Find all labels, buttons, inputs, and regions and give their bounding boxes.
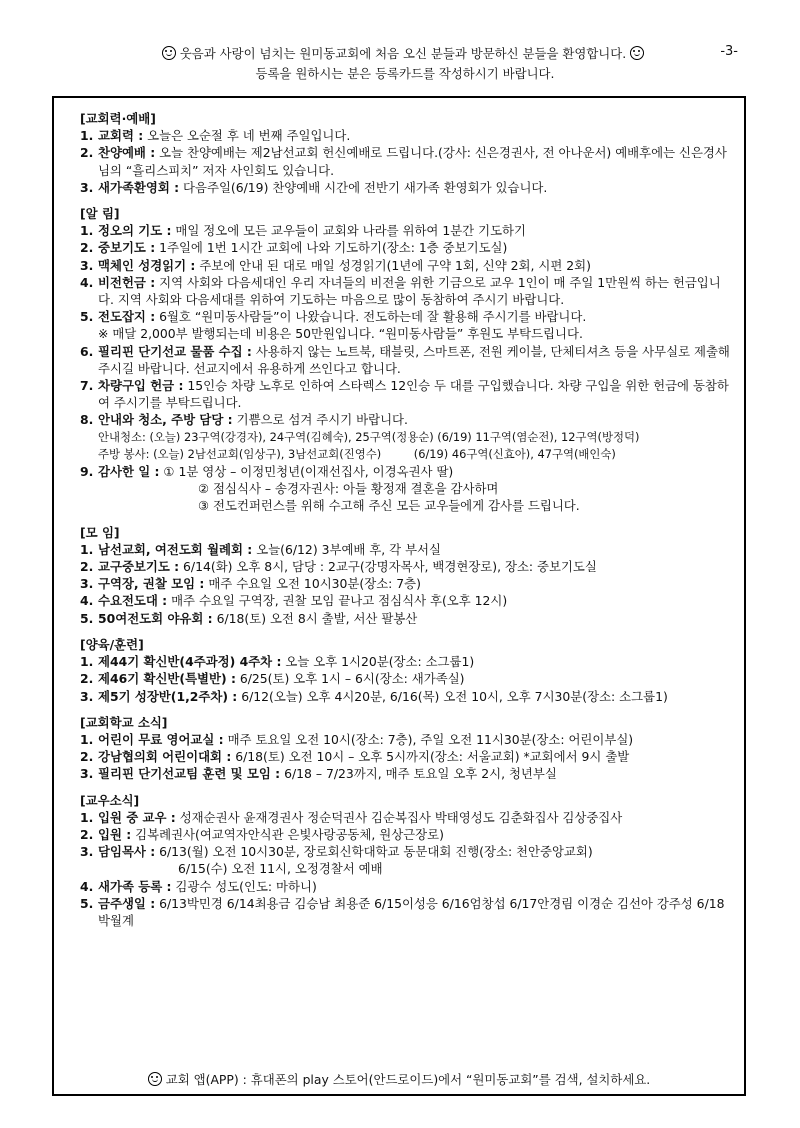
list-item bbox=[80, 127, 730, 144]
item-text: 오늘(6/12) 3부예배 후, 각 부서실 bbox=[252, 541, 441, 557]
announcement-content bbox=[80, 110, 730, 929]
item-text: 다음주일(6/19) 찬양예배 시간에 전반기 새가족 환영회가 있습니다. bbox=[179, 179, 548, 195]
item-text: 6/12(오늘) 오후 4시20분, 6/16(목) 오전 10시, 오후 7시30분(장소: 소그룹1) bbox=[237, 688, 668, 704]
item-text: 성재순권사 윤재경권사 정순덕권사 김순복집사 박태영성도 김춘화집사 김상중집사 bbox=[175, 809, 623, 825]
list-item bbox=[80, 826, 730, 843]
item-number: 2. bbox=[80, 749, 94, 765]
section-title: [교회학교 소식] bbox=[80, 714, 168, 730]
item-text: 6/25(토) 오후 1시 – 6시(장소: 새가족실) bbox=[235, 671, 465, 687]
list-item bbox=[80, 688, 730, 705]
list-item bbox=[80, 592, 730, 609]
item-label: 50여전도회 야유회 : bbox=[98, 610, 213, 626]
smiley-icon bbox=[148, 1072, 162, 1086]
item-number: 2. bbox=[80, 145, 94, 161]
section-title: [교회력·예배] bbox=[80, 111, 156, 126]
item-number: 9. bbox=[80, 464, 94, 480]
item-text: 매주 수요일 오전 10시30분(장소: 7층) bbox=[204, 576, 421, 592]
item-number: 1. bbox=[80, 809, 94, 825]
list-item bbox=[80, 541, 730, 558]
item-label: 전도잡지 : bbox=[98, 309, 156, 325]
list-item bbox=[80, 179, 730, 196]
item-text: 6/18(토) 오전 8시 출발, 서산 팔봉산 bbox=[212, 610, 418, 626]
item-number: 3. bbox=[80, 576, 94, 592]
item-number: 4. bbox=[80, 274, 94, 290]
list-item bbox=[80, 411, 730, 428]
item-text: 오늘 오후 1시20분(장소: 소그룹1) bbox=[281, 654, 475, 670]
list-item bbox=[80, 670, 730, 687]
item-sub-line: 주방 봉사: (오늘) 2남선교회(임상구), 3남선교회(진영수) (6/19) 46구역(신효아), 47구역(배인숙) bbox=[98, 446, 616, 461]
item-text: 매일 정오에 모든 교우들이 교회와 나라를 위하여 1분간 기도하기 bbox=[171, 223, 526, 239]
item-label: 담임목사 : bbox=[98, 844, 156, 860]
smiley-icon bbox=[630, 46, 644, 60]
item-text: 매주 토요일 오전 10시(장소: 7층), 주일 오전 11시30분(장소: 어린이부실) bbox=[223, 731, 634, 747]
list-item bbox=[80, 463, 730, 480]
item-label: 새가족 등록 : bbox=[98, 878, 172, 894]
item-text: 기쁨으로 섬겨 주시기 바랍니다. bbox=[232, 412, 408, 428]
item-number: 3. bbox=[80, 257, 94, 273]
item-number: 1. bbox=[80, 541, 94, 557]
item-label: 중보기도 : bbox=[98, 240, 156, 256]
item-number: 3. bbox=[80, 844, 94, 860]
item-label: 강남협의회 어린이대회 : bbox=[98, 749, 232, 765]
item-number: 4. bbox=[80, 878, 94, 894]
item-text: 6/13(월) 오전 10시30분, 장로회신학대학교 동문대회 진행(장소: 천안중앙교회) bbox=[155, 844, 593, 860]
item-label: 금주생일 : bbox=[98, 895, 156, 911]
item-text: 김복례권사(여교역자안식관 은빛사랑공동체, 원상근장로) bbox=[131, 826, 444, 842]
item-label: 구역장, 권찰 모임 : bbox=[98, 576, 205, 592]
item-sub-line: 안내청소: (오늘) 23구역(강경자), 24구역(김혜숙), 25구역(정용순) (6/19) 11구역(염순전), 12구역(방정덕) bbox=[98, 429, 640, 444]
list-item bbox=[80, 653, 730, 670]
list-item bbox=[80, 731, 730, 748]
section-title: [양육/훈련] bbox=[80, 636, 144, 652]
item-label: 찬양예배 : bbox=[98, 145, 156, 161]
item-number: 2. bbox=[80, 671, 94, 687]
item-label: 정오의 기도 : bbox=[98, 223, 172, 239]
item-label: 제46기 확신반(특별반) : bbox=[98, 671, 236, 687]
item-label: 차량구입 헌금 : bbox=[98, 378, 184, 394]
list-item bbox=[80, 809, 730, 826]
list-item bbox=[80, 343, 730, 377]
item-text: 김광수 성도(인도: 마하니) bbox=[171, 878, 317, 894]
item-text: 6/14(화) 오후 8시, 담당 : 2교구(강명자목사, 백경현장로), 장소: 중보기도실 bbox=[179, 559, 597, 575]
item-number: 3. bbox=[80, 766, 94, 782]
item-number: 1. bbox=[80, 223, 94, 239]
item-number: 5. bbox=[80, 309, 94, 325]
list-item bbox=[80, 558, 730, 575]
item-text: 사용하지 않는 노트북, 태블릿, 스마트폰, 전원 케이블, 단체티셔츠 등을 사무실로 제출해 주시길 바랍니다. 선교지에서 유용하게 쓰인다고 합니다. bbox=[98, 343, 730, 376]
welcome-header bbox=[60, 44, 750, 84]
item-label: 필리핀 단기선교 물품 수집 : bbox=[98, 343, 252, 359]
list-item bbox=[80, 748, 730, 765]
welcome-line-1: 웃음과 사랑이 넘치는 원미동교회에 처음 오신 분들과 방문하신 분들을 환영합니다. bbox=[179, 46, 627, 61]
list-item bbox=[80, 765, 730, 782]
item-text: 6/13박민경 6/14최용금 김승남 최용준 6/15이성응 6/16엄창섭 6/17안경림 이경순 김선아 강주성 6/18박월계 bbox=[98, 895, 725, 928]
item-label: 새가족환영회 : bbox=[98, 179, 180, 195]
item-number: 6. bbox=[80, 343, 94, 359]
item-number: 3. bbox=[80, 179, 94, 195]
item-text: 15인승 차량 노후로 인하여 스타렉스 12인승 두 대를 구입했습니다. 차량 구입을 위한 헌금에 동참하여 주시기를 부탁드립니다. bbox=[98, 378, 729, 411]
list-item bbox=[80, 895, 730, 929]
smiley-icon bbox=[162, 46, 176, 60]
item-text: 1주일에 1번 1시간 교회에 나와 기도하기(장소: 1층 중보기도실) bbox=[155, 240, 508, 256]
list-item bbox=[80, 239, 730, 256]
app-notice-footer bbox=[54, 1070, 744, 1088]
item-text: 6월호 “원미동사람들”이 나왔습니다. 전도하는데 잘 활용해 주시기를 바랍니다. bbox=[155, 309, 587, 325]
page-number: -3- bbox=[720, 44, 738, 59]
item-label: 어린이 무료 영어교실 : bbox=[98, 731, 224, 747]
item-label: 제5기 성장반(1,2주차) : bbox=[98, 688, 238, 704]
item-label: 입원 중 교우 : bbox=[98, 809, 176, 825]
item-text: 6/18 – 7/23까지, 매주 토요일 오후 2시, 청년부실 bbox=[280, 766, 557, 782]
item-label: 입원 : bbox=[98, 826, 132, 842]
item-label: 비전헌금 : bbox=[98, 274, 156, 290]
item-number: 2. bbox=[80, 826, 94, 842]
item-note: ※ 매달 2,000부 발행되는데 비용은 50만원입니다. “원미동사람들” 후원도 부탁드립니다. bbox=[98, 326, 583, 342]
list-item bbox=[80, 274, 730, 308]
item-sub-line: 6/15(수) 오전 11시, 오정경찰서 예배 bbox=[178, 861, 383, 877]
item-number: 5. bbox=[80, 610, 94, 626]
welcome-line-2: 등록을 원하시는 분은 등록카드를 작성하시기 바랍니다. bbox=[255, 66, 555, 81]
item-number: 7. bbox=[80, 378, 94, 394]
item-sub-line: ② 점심식사 – 송경자권사: 아들 황정재 결혼을 감사하며 bbox=[198, 481, 499, 497]
item-text: 오늘은 오순절 후 네 번째 주일입니다. bbox=[143, 128, 351, 144]
section-title: [모 임] bbox=[80, 524, 120, 540]
item-label: 맥체인 성경읽기 : bbox=[98, 257, 196, 273]
item-text: 오늘 찬양예배는 제2남선교회 헌신예배로 드립니다.(강사: 신은경권사, 전 아나운서) 예배후에는 신은경사님의 “흘리스피치” 저자 사인회도 있습니다. bbox=[98, 145, 727, 178]
footer-text: 교회 앱(APP) : 휴대폰의 play 스토어(안드로이드)에서 “원미동교회”를 검색, 설치하세요. bbox=[165, 1072, 651, 1087]
item-sub-line: ③ 전도컨퍼런스를 위해 수고해 주신 모든 교우들에게 감사를 드립니다. bbox=[198, 498, 580, 514]
section-title: [알 림] bbox=[80, 206, 120, 222]
list-item bbox=[80, 575, 730, 592]
item-text: 지역 사회와 다음세대인 우리 자녀들의 비전을 위한 기금으로 교우 1인이 매 주일 1만원씩 하는 헌금입니다. 지역 사회와 다음세대를 위하여 기도하는 마음으로 많이 동참하여 주시기 바랍니다. bbox=[98, 274, 721, 308]
section-title: [교우소식] bbox=[80, 792, 140, 808]
item-number: 2. bbox=[80, 240, 94, 256]
list-item bbox=[80, 878, 730, 895]
item-label: 수요전도대 : bbox=[98, 593, 168, 609]
list-item bbox=[80, 377, 730, 411]
item-number: 1. bbox=[80, 654, 94, 670]
list-item bbox=[80, 257, 730, 274]
item-number: 4. bbox=[80, 593, 94, 609]
item-label: 감사한 일 : bbox=[98, 464, 160, 480]
item-label: 교구중보기도 : bbox=[98, 559, 180, 575]
item-number: 2. bbox=[80, 559, 94, 575]
item-text: 6/18(토) 오전 10시 – 오후 5시까지(장소: 서울교회) *교회에서 9시 출발 bbox=[231, 749, 630, 765]
item-number: 5. bbox=[80, 895, 94, 911]
announcement-box bbox=[52, 96, 746, 1096]
item-label: 남선교회, 여전도회 월례회 : bbox=[98, 541, 253, 557]
list-item bbox=[80, 222, 730, 239]
item-label: 안내와 청소, 주방 담당 : bbox=[98, 412, 233, 428]
list-item bbox=[80, 610, 730, 627]
item-label: 교회력 : bbox=[98, 128, 144, 144]
list-item bbox=[80, 308, 730, 325]
item-text: 주보에 안내 된 대로 매일 성경읽기(1년에 구약 1회, 신약 2회, 시편 2회) bbox=[195, 257, 591, 273]
item-number: 8. bbox=[80, 412, 94, 428]
list-item bbox=[80, 144, 730, 178]
item-number: 3. bbox=[80, 688, 94, 704]
item-label: 필리핀 단기선교팀 훈련 및 모임 : bbox=[98, 766, 281, 782]
item-number: 1. bbox=[80, 731, 94, 747]
item-label: 제44기 확신반(4주과정) 4주차 : bbox=[98, 654, 282, 670]
item-text: 매주 수요일 구역장, 권찰 모임 끝나고 점심식사 후(오후 12시) bbox=[167, 593, 508, 609]
item-number: 1. bbox=[80, 128, 94, 144]
item-text: ① 1분 영상 – 이정민청년(이재선집사, 이경옥권사 딸) bbox=[159, 464, 454, 480]
list-item bbox=[80, 843, 730, 860]
